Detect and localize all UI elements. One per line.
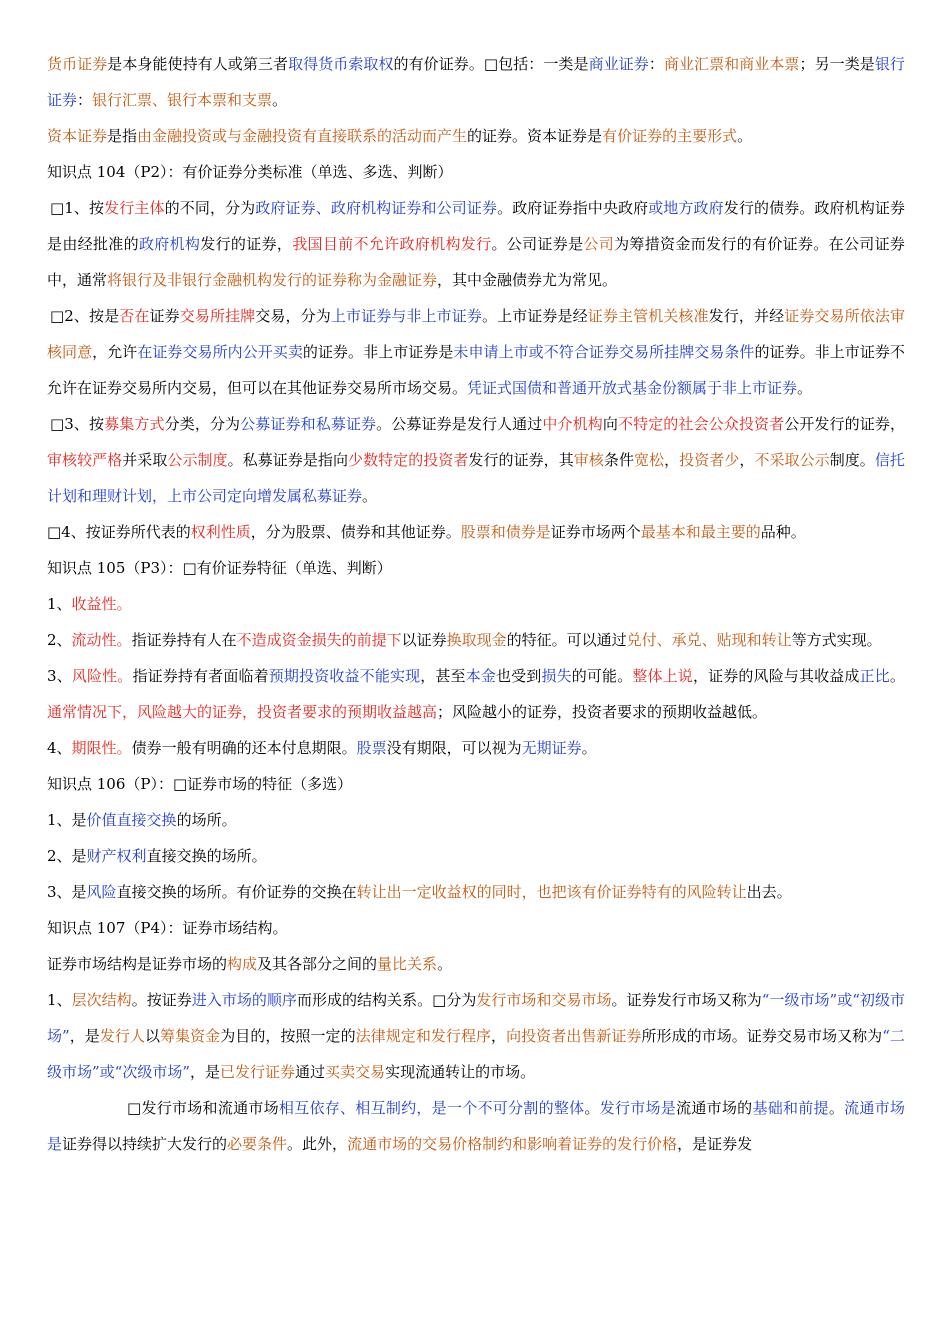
text-run: 发行的债券。政府机构证券是由经批准的	[47, 199, 905, 253]
text-run: 发行市场是	[599, 1099, 677, 1117]
text-run: 将银行及非银行金融机构发行的证券称为金融证券	[107, 271, 438, 289]
paragraph	[47, 982, 905, 1090]
text-run: 所形成的市场。证券交易市场又称为	[641, 1027, 883, 1045]
text-run: 知识点 107（P4）：证券市场结构。	[47, 919, 288, 937]
text-run: 证券交易所依法审核同意	[47, 307, 905, 361]
text-run: 而形成的结构关系。□分为	[296, 991, 477, 1009]
text-run: ，证券的风险与其收益成	[692, 667, 860, 685]
text-run: 。	[737, 127, 753, 145]
text-run: 权利性质	[190, 523, 251, 541]
text-run: 收益性。	[71, 595, 132, 613]
text-run: 通过	[295, 1063, 326, 1081]
text-run: 不采取公示	[754, 451, 830, 469]
text-run: 发行的证券，其	[468, 451, 574, 469]
text-run: 转让出一定收益权的同时，也把该有价证券特有的风险转让	[356, 883, 747, 901]
text-run: 。私募证券是指向	[227, 451, 349, 469]
text-run: 在证券交易所内公开买卖	[137, 343, 303, 361]
text-run: 银行证券	[47, 55, 905, 109]
text-run: 股票和债券是	[460, 523, 551, 541]
text-run: 分类，分为	[164, 415, 241, 433]
text-run: ，甚至	[420, 667, 466, 685]
text-run: 向投资者出售新证券	[506, 1027, 642, 1045]
text-run: 证券	[149, 307, 180, 325]
text-run: 进入市场的顺序	[191, 991, 297, 1009]
paragraph	[47, 838, 905, 874]
text-run: 损失	[541, 667, 572, 685]
text-run: ，是	[190, 1063, 221, 1081]
text-run: 整体上说	[632, 667, 693, 685]
text-run: 是指	[107, 127, 138, 145]
text-run: 货币证券	[47, 55, 108, 73]
text-run: 流通市场的交易价格制约和影响着证券的发行价格	[347, 1135, 678, 1153]
text-run: 政府机构	[138, 235, 201, 253]
text-run: 兑付、承兑、贴现和转让	[626, 631, 792, 649]
text-run: 公开发行的证券，	[784, 415, 905, 433]
text-run: ；风险越小的证券，投资者要求的预期收益越低。	[437, 703, 768, 721]
text-run: 的特征。可以通过	[506, 631, 627, 649]
text-run: 商业汇票和商业本票	[663, 55, 800, 73]
text-run: 发行主体	[104, 199, 165, 217]
text-run: 指证券持有人在	[131, 631, 237, 649]
paragraph	[47, 190, 905, 298]
text-run: 的可能。	[571, 667, 633, 685]
text-run: ，分为股票、债券和其他证券。	[250, 523, 461, 541]
text-run: 商业证券	[588, 55, 649, 73]
text-run: 证券主管机关核准	[587, 307, 709, 325]
text-run: 筹集资金	[160, 1027, 221, 1045]
text-run: 以	[145, 1027, 161, 1045]
text-run: 指证券持有者面临着	[132, 667, 269, 685]
text-run: 出去。	[746, 883, 792, 901]
text-run: ，是证券发	[677, 1135, 753, 1153]
text-run: 的场所。	[176, 811, 237, 829]
text-run: 预期投资收益不能实现	[268, 667, 421, 685]
text-run: 。上市证券是经	[481, 307, 588, 325]
text-run: 4、	[47, 739, 72, 757]
text-run: 量比关系	[377, 955, 438, 973]
text-run: 。	[437, 955, 453, 973]
text-run: □3、按	[50, 415, 105, 433]
text-run: 2、	[47, 631, 72, 649]
text-run: 条件	[603, 451, 634, 469]
text-run: 本金	[465, 667, 497, 685]
paragraph	[47, 910, 905, 946]
text-run: 。	[797, 379, 813, 397]
text-run: 无期证券	[521, 739, 582, 757]
text-run: 法律规定和发行程序	[355, 1027, 492, 1045]
text-run: 。公募证券是发行人通过	[376, 415, 543, 433]
text-run: 换取现金	[446, 631, 507, 649]
text-run: □2、按是	[50, 307, 120, 325]
text-run: 品种。	[760, 523, 806, 541]
paragraph	[47, 46, 905, 118]
text-run: 审核	[573, 451, 604, 469]
text-run: 等方式实现。	[791, 631, 882, 649]
text-run: 少数特定的投资者	[348, 451, 469, 469]
text-run: 期限性。	[71, 739, 132, 757]
paragraph	[47, 766, 905, 802]
text-run: 公示制度	[167, 451, 228, 469]
text-run: 层次结构	[71, 991, 132, 1009]
text-run: 1、	[47, 991, 72, 1009]
text-run: 信托计划和理财计划，上市公司定向增发属私募证券	[47, 451, 905, 505]
text-run: 有价证券的主要形式	[602, 127, 738, 145]
paragraph	[47, 658, 905, 730]
text-run: 。公司证券是	[491, 235, 584, 253]
text-run: 的证券。非上市证券不允许在证券交易所内交易，但可以在其他证券交易所市场交易。	[47, 343, 905, 397]
paragraph	[47, 586, 905, 622]
paragraph	[47, 730, 905, 766]
text-run: □4、按证券所代表的	[47, 523, 191, 541]
text-run: 我国目前不允许政府机构发行	[292, 235, 492, 253]
text-run: ，允许	[92, 343, 138, 361]
text-run: 最基本和最主要的	[640, 523, 761, 541]
text-run: 直接交换的场所。有价证券的交换在	[116, 883, 357, 901]
text-run: 流通市场是	[47, 1099, 905, 1153]
text-run: 宽松	[634, 451, 665, 469]
paragraph	[47, 802, 905, 838]
text-run: 发行，并经	[708, 307, 785, 325]
text-run: 构成	[227, 955, 258, 973]
text-run: 银行汇票、银行本票和支票	[92, 91, 273, 109]
text-run: 是本身能使持有人或第三者	[107, 55, 289, 73]
text-run: “一级市场”或“初级市场”	[47, 991, 905, 1045]
paragraph	[47, 514, 905, 550]
text-run: 证券得以持续扩大发行的	[62, 1135, 228, 1153]
text-run: □1、按	[50, 199, 105, 217]
text-run: 并采取	[122, 451, 168, 469]
text-run: ；另一类是	[799, 55, 875, 73]
text-run: 2、是	[47, 847, 87, 865]
text-run: 否在	[119, 307, 150, 325]
text-run: 审核较严格	[47, 451, 123, 469]
text-run: 价值直接交换	[86, 811, 177, 829]
text-run: ：	[77, 91, 93, 109]
text-run: 的证券。资本证券是	[467, 127, 603, 145]
text-run: ，	[664, 451, 680, 469]
text-run: 。此外，	[287, 1135, 348, 1153]
text-run: 没有期限，可以视为	[386, 739, 522, 757]
text-run: 中介机构	[542, 415, 603, 433]
text-run: 发行的证券，	[200, 235, 293, 253]
text-run: 风险性。	[71, 667, 133, 685]
text-run: 及其各部分之间的	[257, 955, 378, 973]
text-run: 。政府证券指中央政府	[497, 199, 649, 217]
text-run: 。按证券	[131, 991, 192, 1009]
text-run: ，	[739, 451, 755, 469]
text-run: 3、是	[47, 883, 87, 901]
paragraph	[47, 874, 905, 910]
text-run: 向	[602, 415, 618, 433]
text-run: ：	[648, 55, 664, 73]
text-run: 1、	[47, 595, 72, 613]
text-run: 投资者少	[679, 451, 740, 469]
text-run: 募集方式	[104, 415, 165, 433]
text-run: 资本证券	[47, 127, 108, 145]
text-run: 不造成资金损失的前提下	[236, 631, 402, 649]
text-run: 股票	[356, 739, 387, 757]
text-run: 。	[272, 91, 288, 109]
text-run: 也受到	[496, 667, 542, 685]
text-run: 交易，分为	[255, 307, 331, 325]
text-run: 发行市场和交易市场	[476, 991, 612, 1009]
text-run: ，其中金融债券尤为常见。	[437, 271, 618, 289]
text-run: 由金融投资或与金融投资有直接联系的活动而产生	[137, 127, 468, 145]
paragraph	[47, 118, 905, 154]
paragraph	[47, 406, 905, 514]
text-run: 3、	[47, 667, 72, 685]
text-run: 为筹措资金而发行的有价证券。在公司证券中，通常	[47, 235, 905, 289]
text-run: 知识点 105（P3）：□有价证券特征（单选、判断）	[47, 559, 392, 577]
text-run: 财产权利	[86, 847, 147, 865]
text-run: 1、是	[47, 811, 87, 829]
text-run: “二级市场”或“次级市场”	[47, 1027, 905, 1081]
text-run: 。证券发行市场又称为	[611, 991, 762, 1009]
text-run: 基础和前提	[752, 1099, 829, 1117]
text-run: 直接交换的场所。	[146, 847, 267, 865]
paragraph	[47, 946, 905, 982]
text-run: 知识点 106（P）：□证券市场的特征（多选）	[47, 775, 353, 793]
text-run: 以证券	[401, 631, 447, 649]
text-run: 交易所挂牌	[179, 307, 256, 325]
paragraph	[47, 550, 905, 586]
text-run: 风险	[86, 883, 117, 901]
text-run: ，	[491, 1027, 507, 1045]
text-run: 实现流通转让的市场。	[385, 1063, 536, 1081]
text-run: 证券市场两个	[550, 523, 641, 541]
text-run: 知识点 104（P2）：有价证券分类标准（单选、多选、判断）	[47, 163, 453, 181]
text-run: 。	[581, 739, 597, 757]
paragraph	[47, 298, 905, 406]
document-page	[47, 46, 905, 1162]
text-run: 流通市场的	[676, 1099, 753, 1117]
text-run: ，是	[69, 1027, 100, 1045]
text-run: 。	[362, 487, 378, 505]
text-run: 公募证券和私募证券	[240, 415, 377, 433]
text-run: 相互依存、相互制约，是一个不可分割的整体	[278, 1099, 585, 1117]
text-run: 。	[584, 1099, 600, 1117]
text-run: 。	[889, 667, 905, 685]
text-run: 不特定的社会公众投资者	[617, 415, 785, 433]
text-run: 制度。	[829, 451, 875, 469]
text-run: 的不同，分为	[164, 199, 256, 217]
text-run: 上市证券与非上市证券	[330, 307, 482, 325]
text-run: 证券市场结构是证券市场的	[47, 955, 228, 973]
text-run: 通常情况下，风险越大的证券，投资者要求的预期收益越高	[47, 703, 438, 721]
paragraph	[47, 154, 905, 190]
text-run: 的有价证券。□包括：一类是	[393, 55, 589, 73]
text-run: □发行市场和流通市场	[127, 1099, 279, 1117]
text-run: 已发行证券	[220, 1063, 296, 1081]
text-run: 为目的，按照一定的	[220, 1027, 356, 1045]
text-run: 买卖交易	[325, 1063, 386, 1081]
text-run: 公司	[583, 235, 615, 253]
text-run: 凭证式国债和普通开放式基金份额属于非上市证券	[467, 379, 798, 397]
text-run: 政府证券、政府机构证券和公司证券	[255, 199, 498, 217]
text-run: 债券一般有明确的还本付息期限。	[131, 739, 357, 757]
text-run: 取得货币索取权	[288, 55, 394, 73]
text-run: 。	[828, 1099, 845, 1117]
text-run: 流动性。	[71, 631, 132, 649]
text-run: 发行人	[99, 1027, 145, 1045]
text-run: 或地方政府	[648, 199, 724, 217]
paragraph	[47, 1090, 905, 1162]
paragraph	[47, 622, 905, 658]
text-run: 未申请上市或不符合证券交易所挂牌交易条件	[453, 343, 755, 361]
text-run: 必要条件	[227, 1135, 288, 1153]
text-run: 的证券。非上市证券是	[302, 343, 454, 361]
text-run: 正比	[859, 667, 890, 685]
